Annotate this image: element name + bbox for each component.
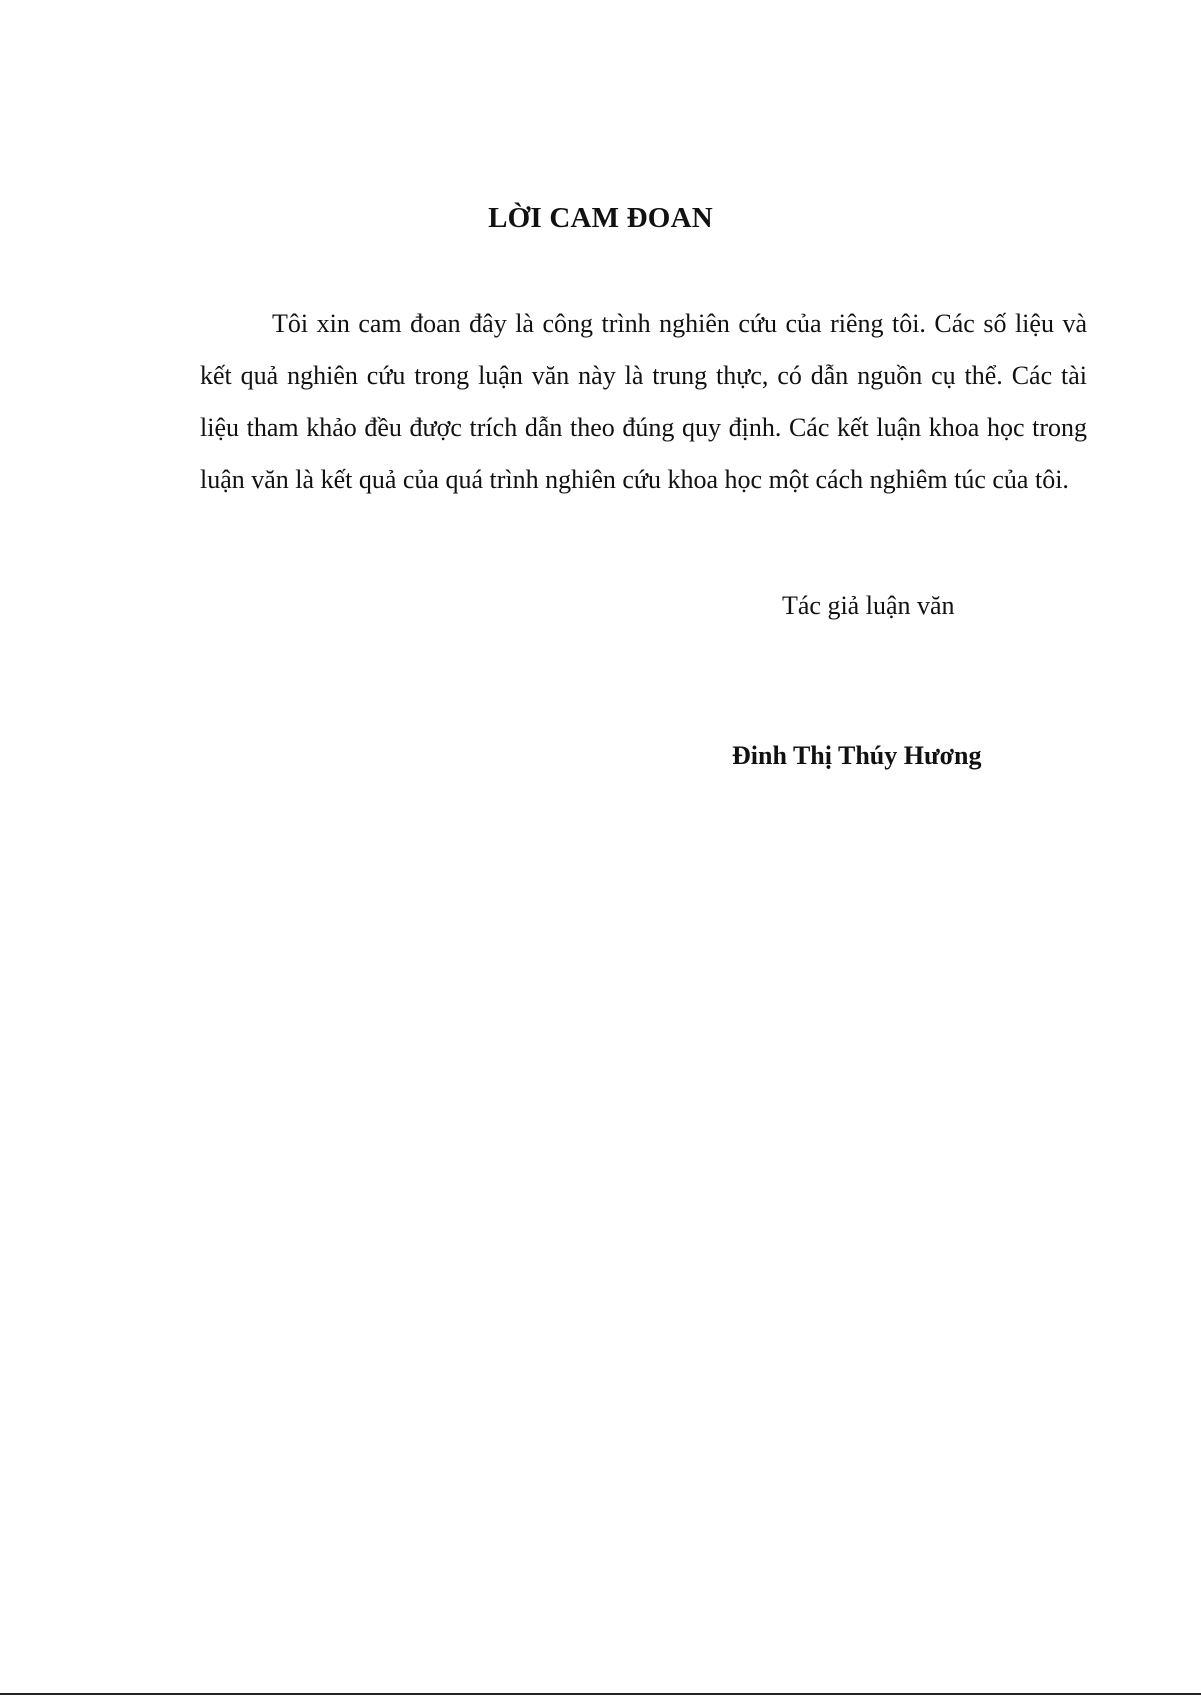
declaration-paragraph: Tôi xin cam đoan đây là công trình nghiên cứu của riêng tôi. Các số liệu và kết quả nghiên cứu trong luận văn này là trung thực, có dẫn nguồn cụ thể. Các tài liệu tham khảo đều được trích dẫn theo đúng quy định. Các kết luận khoa học trong luận văn là kết quả của quá trình nghiên cứu khoa học một cách nghiêm túc của tôi. bbox=[200, 309, 1087, 494]
signature-role: Tác giả luận văn bbox=[782, 591, 955, 620]
page-title: LỜI CAM ĐOAN bbox=[488, 202, 713, 234]
signature-name: Đinh Thị Thúy Hương bbox=[732, 741, 982, 770]
page-bottom-border bbox=[0, 1693, 1201, 1695]
